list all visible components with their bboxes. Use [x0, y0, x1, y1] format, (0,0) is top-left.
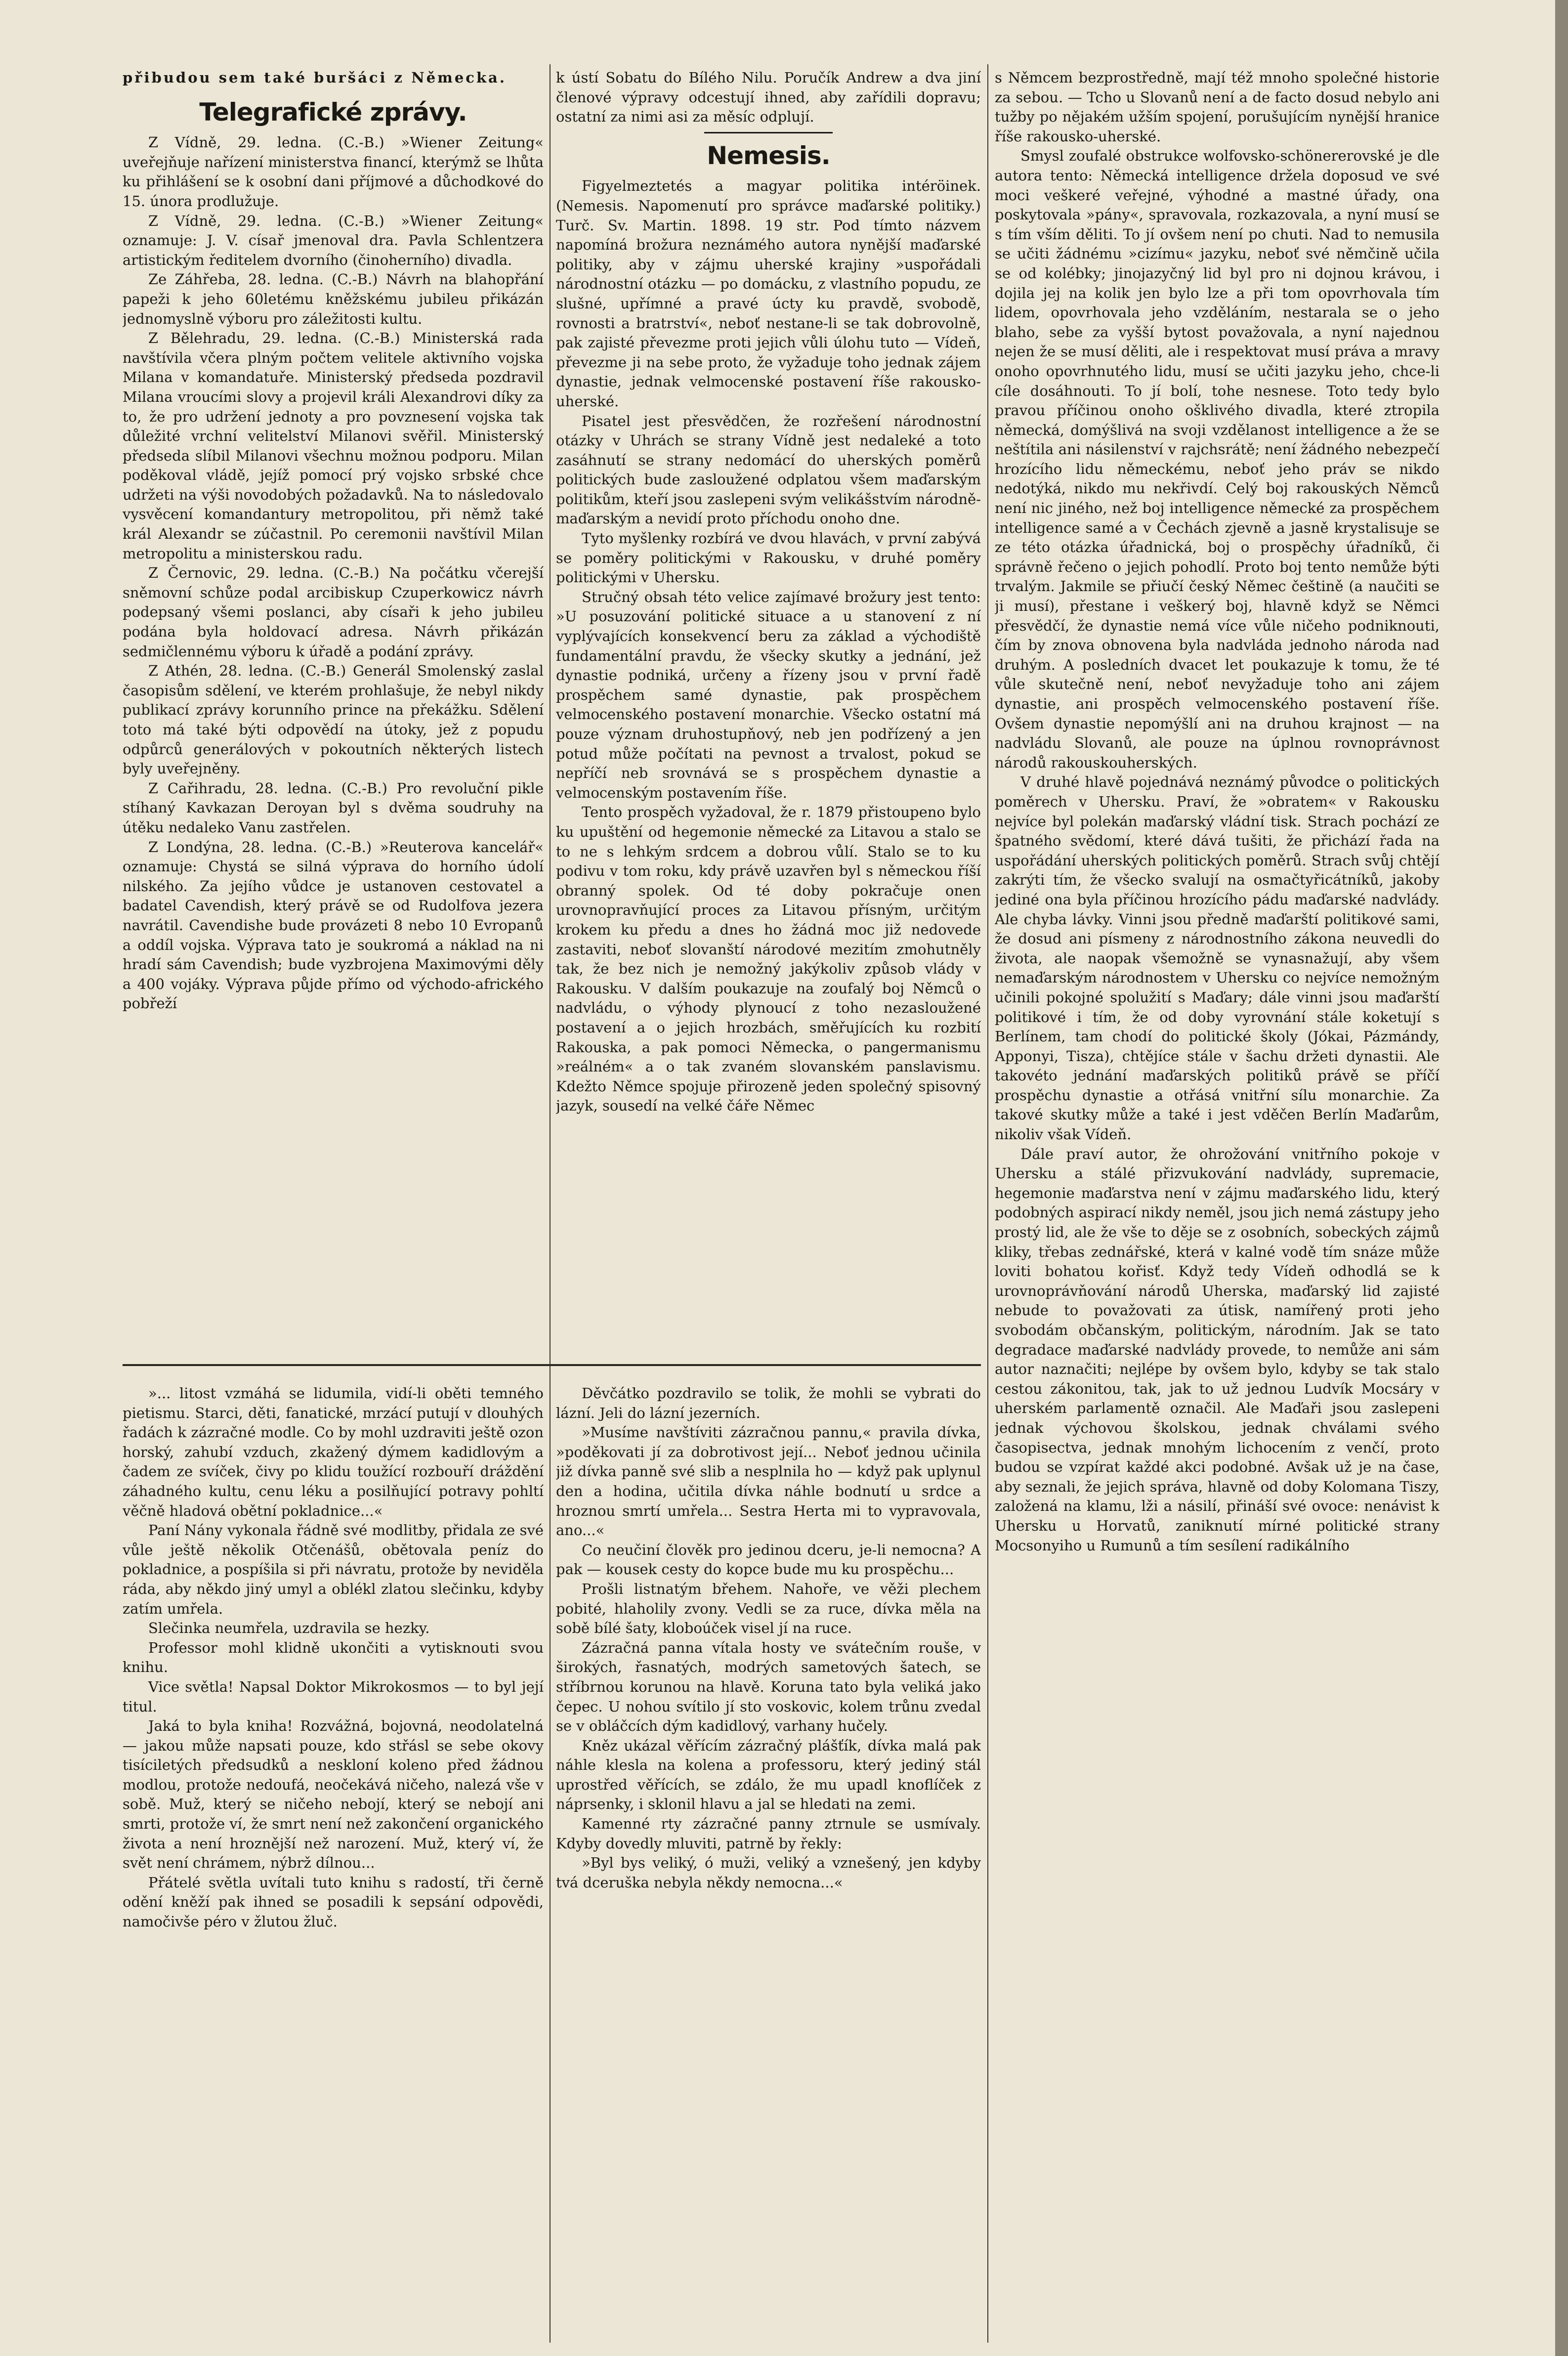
news-item: Z Vídně, 29. ledna. (C.-B.) »Wiener Zeitung« uveřejňuje nařízení ministerstva financí, kterýmž se lhůta ku přihlášení se k osobní dani příjmové a důchodkové do 15. února prodlužuje. [123, 134, 544, 210]
feuilleton-paragraph: Přátelé světla uvítali tuto knihu s radostí, tři černě odění kněží pak ihned se posadili k sepsání odpovědi, namočivše péro v žlutou žluč. [123, 1874, 544, 1930]
news-item: Z Černovic, 29. ledna. (C.-B.) Na počátku včerejší sněmovní schůze podal arcibiskup Czuperkowicz návrh podepsaný všemi poslanci, aby císaři k jeho jubileu podána byla holdovací adresa. Návrh přikázán sedmičlennému výboru k úřadě a podání zprávy. [123, 564, 544, 660]
section-heading-nemesis: Nemesis. [707, 141, 830, 170]
article-paragraph: Dále praví autor, že ohrožování vnitřního pokoje v Uhersku a stálé přizvukování nadvlády, supremacie, hegemonie maďarstva není v zájmu maďarského lidu, který podobných aspirací nikdy neměl, jsou jich nemá zástupy jeho prostý lid, ale že vše to děje se z osobních, sobeckých zájmů kliky, třebas zednářské, která v kalné vodě tím snáze může loviti bohatou kořisť. Když tedy Vídeň odhodlá se k urovnoprávňování národů Uherska, maďarský lid zajisté nebude to považovati za útisk, namířený proti jeho svobodám občanským, politickým, národním. Jak se tato degradace maďarské nadvlády provede, to nemůže ani sám autor naznačiti; nejlépe by ovšem bylo, kdyby se tak stalo cestou zákonitou, tak, jak to už jednou Ludvík Mocsáry v uherském parlamentě označil. Ale Maďaři jsou zaslepeni jednak výchovou školskou, jednak chválami svého časopisectva, jednak mnohým lichocením z venčí, proto budou se vzpírat každé akci podobné. Avšak už je na čase, aby seznali, že jejich správa, hlavně od doby Kolomana Tiszy, založená na klamu, lži a násilí, přináší své ovoce: nenávist k Uhersku u Horvatů, zaniknutí mírné politické strany Mocsonyiho u Rumunů a tím sesílení radikálního [995, 1145, 1440, 1554]
intro-line: přibudou sem také buršáci z Německa. [123, 69, 507, 86]
article-paragraph: Pisatel jest přesvědčen, že rozřešení národnostní otázky v Uhrách se strany Vídně jest nedaleké a toto zasáhnutí se strany nedomácí do uherských poměrů politických bude zasloužené odplatou všem maďarským politikům, kteří jsou zaslepeni svým velikášstvím národně-maďarským a nevidí proto příchodu onoho dne. [556, 412, 981, 527]
feuilleton-paragraph: Zázračná panna vítala hosty ve svátečním rouše, v širokých, řasnatých, modrých sametových šatech, se stříbrnou korunou na hlavě. Koruna tato byla veliká jako čepec. U nohou svítilo jí sto voskovic, kolem trůnu zvedal se v obláčcích dým kadidlový, varhany hučely. [556, 1639, 981, 1735]
column-1-news [123, 68, 544, 1363]
feuilleton-paragraph: Paní Nány vykonala řádně své modlitby, přidala ze své vůle ještě několik Otčenášů, obětovala peníz do pokladnice, a pospíšila si při návratu, protože by neviděla ráda, aby někdo jiný umyl a oblékl zlatou slečinku, kdyby zatím umřela. [123, 1522, 544, 1617]
feuilleton-paragraph: Professor mohl klidně ukončiti a vytisknouti svou knihu. [123, 1639, 544, 1676]
article-paragraph: Figyelmeztetés a magyar politika intéröinek. (Nemesis. Napomenutí pro správce maďarské politiky.) Turč. Sv. Martin. 1898. 19 str. Pod tímto názvem napomíná brožura neznámého autora nynější maďarské politiky, aby v zájmu uherské krajiny »uspořádali národnostní otázku — po domácku, z vlastního popudu, ze slušné, upřímné a pravé úcty ku pravdě, svobodě, rovnosti a bratrství«, neboť nestane-li se tak dobrovolně, pak zajisté převezme proti jejich vůli úlohu tuto — Vídeň, převezme ji na sebe proto, že vyžaduje toho jednak zájem dynastie, jednak velmocenské postavení říše rakousko-uherské. [556, 177, 981, 410]
feuilleton-paragraph: »... litost vzmáhá se lidumila, vidí-li oběti temného pietismu. Starci, děti, fanatické, mrzácí putují v dlouhých řadách k zázračné modle. Co by mohl uzdraviti ještě ozon horský, zahubí vzduch, zkažený dýmem kadidlovým a čadem ze svíček, čivy po klidu toužící rozbouří dráždění záhadného kultu, cenu léku a posilňující potravy pohltí věčně hladová obětní pokladnice...« [123, 1385, 544, 1519]
feuilleton-rule [123, 1364, 981, 1366]
article-paragraph: V druhé hlavě pojednává neznámý původce o politických poměrech v Uhersku. Praví, že »obratem« v Rakousku nejvíce byl polekán maďarský vládní tisk. Strach pochází ze špatného svědomí, které dává tušiti, že přichází řada na uspořádání uherských politických poměrů. Strach svůj chtějí zakrýti tím, že všecko svalují na osmačtyřicátníků, jakoby jediné ona byla příčinou hrozícího pádu maďarské nadvlády. Ale chyba lávky. Vinni jsou předně maďarští politikové sami, že dosud ani písmeny z národnostního zákona neuvedli do života, ale naopak všemožně se vynasnažují, aby všem nemaďarským národnostem v Uhersku co nejvíce nemožným učinili pokojné spolužití s Maďary; dále vinni jsou maďarští politikové i tím, že od doby vyrovnání stále koketují s Berlínem, tam chodí do politické školy (Jókai, Pázmándy, Apponyi, Tisza), chtějíce stále v šachu držeti dynastii. Ale takovéto jednání maďarských politiků právě se příčí prospěchu dynastie a otřásá vnitřní sílu monarchie. Za takové skutky může a také i jest vděčen Berlín Maďarům, nikoliv však Vídeň. [995, 773, 1440, 1143]
feuilleton-paragraph: Co neučiní člověk pro jedinou dceru, je-li nemocna? A pak — kousek cesty do kopce bude mu ku prospěchu... [556, 1541, 981, 1578]
news-item: Z Vídně, 29. ledna. (C.-B.) »Wiener Zeitung« oznamuje: J. V. císař jmenoval dra. Pavla Schlentzera artistickým ředitelem dvorního (činoherního) divadla. [123, 212, 544, 268]
feuilleton-paragraph: Kněz ukázal věřícím zázračný plášťík, dívka malá pak náhle klesla na kolena a professoru, který jediný stál uprostřed věřících, se zdálo, že mu upadl knoflíček z náprsenky, i sklonil hlavu a jal se hledati na zemi. [556, 1737, 981, 1813]
feuilleton-paragraph: »Musíme navštíviti zázračnou pannu,« pravila dívka, »poděkovati jí za dobrotivost její... Neboť jednou učinila již dívka panně své slib a nesplnila ho — když pak uplynul den a hodina, učitila dívka náhle bodnutí u srdce a hroznou smrtí umřela... Sestra Herta mi to vypravovala, ano...« [556, 1424, 981, 1539]
news-item: Z Bělehradu, 29. ledna. (C.-B.) Ministerská rada navštívila včera plným počtem velitele aktivního vojska Milana v komandatuře. Ministerský předseda pozdravil Milana vroucími slovy a projevil králi Alexandrovi díky za to, že pro udržení jednoty a pro povznesení vojska tak důležité vrchní velitelství Milanovi svěřil. Ministerský předseda slíbil Milanovi všechnu možnou podporu. Milan poděkoval vládě, jejíž pomocí prý vojsko srbské chce udržeti na výši novodobých požadavků. Na to následovalo vysvěcení komandantury metropolitou, při němž také král Alexandr se zúčastnil. Po ceremonii navštívil Milan metropolitu a ministerskou radu. [123, 330, 544, 562]
page-edge [1555, 0, 1568, 2356]
column-2-article [556, 68, 981, 1363]
feuilleton-paragraph: Děvčátko pozdravilo se tolik, že mohli se vybrati do lázní. Jeli do lázní jezerních. [556, 1385, 981, 1421]
feuilleton-paragraph: Vice světla! Napsal Doktor Mikrokosmos — to byl její titul. [123, 1678, 544, 1715]
article-paragraph: Tento prospěch vyžadoval, že r. 1879 přistoupeno bylo ku upuštění od hegemonie německé za Litavou a stalo se to ne s lehkým srdcem a dobrou vůlí. Stalo se to ku podivu v tom roku, kdy právě uzavřen byl s německou říší obranný spolek. Od té doby pokračuje onen urovnopravňující proces za Litavou přísným, určitým krokem ku předu a dnes ho žádná moc již nedovede zastaviti, neboť slovanští národové mezitím zmohutněly tak, že bez nich je nemožný jakýkoliv způsob vlády v Rakousku. V dalším poukazuje na zoufalý boj Němců o nadvládu, o výhody plynoucí z toho nezasloužené postavení a o jejich hrozbách, směřujících ku rozbití Rakouska, a pak pomoci Německa, o pangermanismu »reálném« a o tak zvaném slovanském panslavismu. Kdežto Němce spojuje přirozeně jeden společný spisovný jazyk, sousedí na velké čáře Němec [556, 804, 981, 1114]
feuilleton-paragraph: »Byl bys veliký, ó muži, veliký a vznešený, jen kdyby tvá dceruška nebyla někdy nemocna...« [556, 1854, 981, 1891]
feuilleton-column-1 [123, 1384, 544, 2338]
news-item: Z Athén, 28. ledna. (C.-B.) Generál Smolenský zaslal časopisům sdělení, ve kterém prohlašuje, že nebyl nikdy publikací zprávy korunního prince na překážku. Sdělení toto má také býti odpovědí na útoky, jež z popudu odpůrců generálových v pokoutních některých listech byly uveřejněny. [123, 662, 544, 777]
news-item: Z Londýna, 28. ledna. (C.-B.) »Reuterova kancelář« oznamuje: Chystá se silná výprava do horního údolí nilského. Za jejího vůdce je ustanoven cestovatel a badatel Cavendish, který právě se od Rudolfova jezera navrátil. Cavendishe bude provázeti 8 nebo 10 Evropanů a oddíl vojska. Výprava tato je soukromá a náklad na ni hradí sám Cavendish; bude vyzbrojena Maximovými děly a 400 vojáky. Výprava půjde přímo od východo-afrického pobřeží [123, 838, 544, 1012]
feuilleton-paragraph: Slečinka neumřela, uzdravila se hezky. [148, 1620, 430, 1637]
column-rule-1 [550, 64, 551, 2343]
news-continuation: k ústí Sobatu do Bílého Nilu. Poručík Andrew a dva jiní členové výpravy odcestují ihned, aby zařídili dopravu; ostatní za nimi asi za měsíc odplují. [556, 69, 981, 126]
column-rule-2 [987, 64, 988, 2343]
news-item: Z Cařihradu, 28. ledna. (C.-B.) Pro revoluční pikle stíhaný Kavkazan Deroyan byl s dvěma soudruhy na útěku nedaleko Vanu zastřelen. [123, 779, 544, 836]
section-heading-telegrams: Telegrafické zprávy. [199, 97, 467, 127]
article-paragraph: Stručný obsah této velice zajímavé brožury jest tento: »U posuzování politické situace a u stanovení z ní vyplývajících konsekvencí beru za základ a východiště fundamentální pravdu, že všecky skutky a jednání, jež dynastie podniká, určeny a řízeny jsou v první řadě prospěchem samé dynastie, pak prospěchem velmocenského postavení monarchie. Všecko ostatní má pouze význam druhostupňový, neb jen podřízený a jen potud může počítati na pevnost a trvalost, pokud se nepříčí neb srovnává se s prospěchem dynastie a velmocenským postavením říše. [556, 588, 981, 801]
article-paragraph: Smysl zoufalé obstrukce wolfovsko-schönererovské je dle autora tento: Německá intelligence držela doposud ve své moci veškeré veřejné, výhodné a mastné úřady, ona poskytovala »pány«, spravovala, rozkazovala, a nyní musí se s tím vším děliti. To jí ovšem není po chuti. Nad to nemusila se učiti žádnému »cizímu« jazyku, neboť své němčině učila se od kolébky; jinojazyčný lid byl pro ni dojnou krávou, i dojila jej na kolik jen bylo lze a při tom opovrhovala tím lidem, opovrhovala jeho vzděláním, nestarala se o jeho blaho, sebe za vyšší bytost považovala, a nyní najednou nejen že se musí děliti, ale i respektovat musí práva a mravy onoho opovrhnutého lidu, musí se učiti jazyku jeho, chce-li cíle dosáhnouti. To jí bolí, tohe nesnese. Toto tedy bylo pravou příčinou onoho ošklivého divadla, které ztropila německá, domýšlivá na svoji vzdělanost intelligence a že se neštítila ani násilenství v rajchsrátě; není žádného nebezpečí hrozícího lidu německému, neboť jeho práv se nikdo nedotýká, nikdo mu nekřivdí. Celý boj rakouských Němců není nic jiného, než boj intelligence německé za prospěchem intelligence samé a v Čechách zjevně a jasně krystalisuje se ze této otázka úřadnická, boj o prospěchy úřadníků, či správně řečeno o jejich pohodlí. Proto boj tento nemůže býti trvalým. Jakmile se přiučí český Němec češtině (a naučiti se ji musí), přestane i veškerý boj, hlavně když se Němci přesvědčí, že dynastie nemá více vůle ničeho podniknouti, čím by znova obnovena byla nadvláda jednoho národa nad druhým. A posledních dvacet let poukazuje k tomu, že té vůle skutečně není, neboť nevyžaduje toho ani zájem dynastie, ani prospěch velmocenského postavení říše. Ovšem dynastie nepomýšlí ani na druhou krajnost — na nadvládu Slovanů, ale pouze na úplnou rovnoprávnost národů rakouskouherských. [995, 147, 1440, 771]
news-item: Ze Záhřeba, 28. ledna. (C.-B.) Návrh na blahopřání papeži k jeho 60letému kněžskému jubileu přikázán jednomyslně výboru pro záležitosti kultu. [123, 271, 544, 327]
feuilleton-column-2 [556, 1384, 981, 2338]
feuilleton-paragraph: Jaká to byla kniha! Rozvážná, bojovná, neodolatelná — jakou může napsati pouze, kdo střásl se sebe okovy tisíciletých předsudků a neskloní koleno před žádnou modlou, protože nedoufá, neočekává ničeho, nalezá vše v sobě. Muž, který se ničeho nebojí, který se nebojí ani smrti, protože ví, že smrt není než zakončení organického života a není hroznější než narození. Muž, který ví, že svět není chrámem, nýbrž dílnou... [123, 1717, 544, 1872]
article-paragraph: s Němcem bezprostředně, mají též mnoho společné historie za sebou. — Tcho u Slovanů není a de facto dosud nebylo ani tužby po nějakém užším spojení, porušujícím nynější hranice říše rakousko-uherské. [995, 69, 1440, 145]
article-paragraph: Tyto myšlenky rozbírá ve dvou hlavách, v první zabývá se poměry politickými v Rakousku, v druhé poměry politickými v Uhersku. [556, 530, 981, 586]
heading-rule [704, 132, 833, 133]
feuilleton-paragraph: Prošli listnatým břehem. Nahoře, ve věži plechem pobité, hlaholily zvony. Vedli se za ruce, dívka měla na sobě bílé šaty, kloboúček visel jí na ruce. [556, 1580, 981, 1637]
column-3-article [995, 68, 1440, 2337]
feuilleton-paragraph: Kamenné rty zázračné panny ztrnule se usmívaly. Kdyby dovedly mluviti, patrně by řekly: [556, 1815, 981, 1852]
